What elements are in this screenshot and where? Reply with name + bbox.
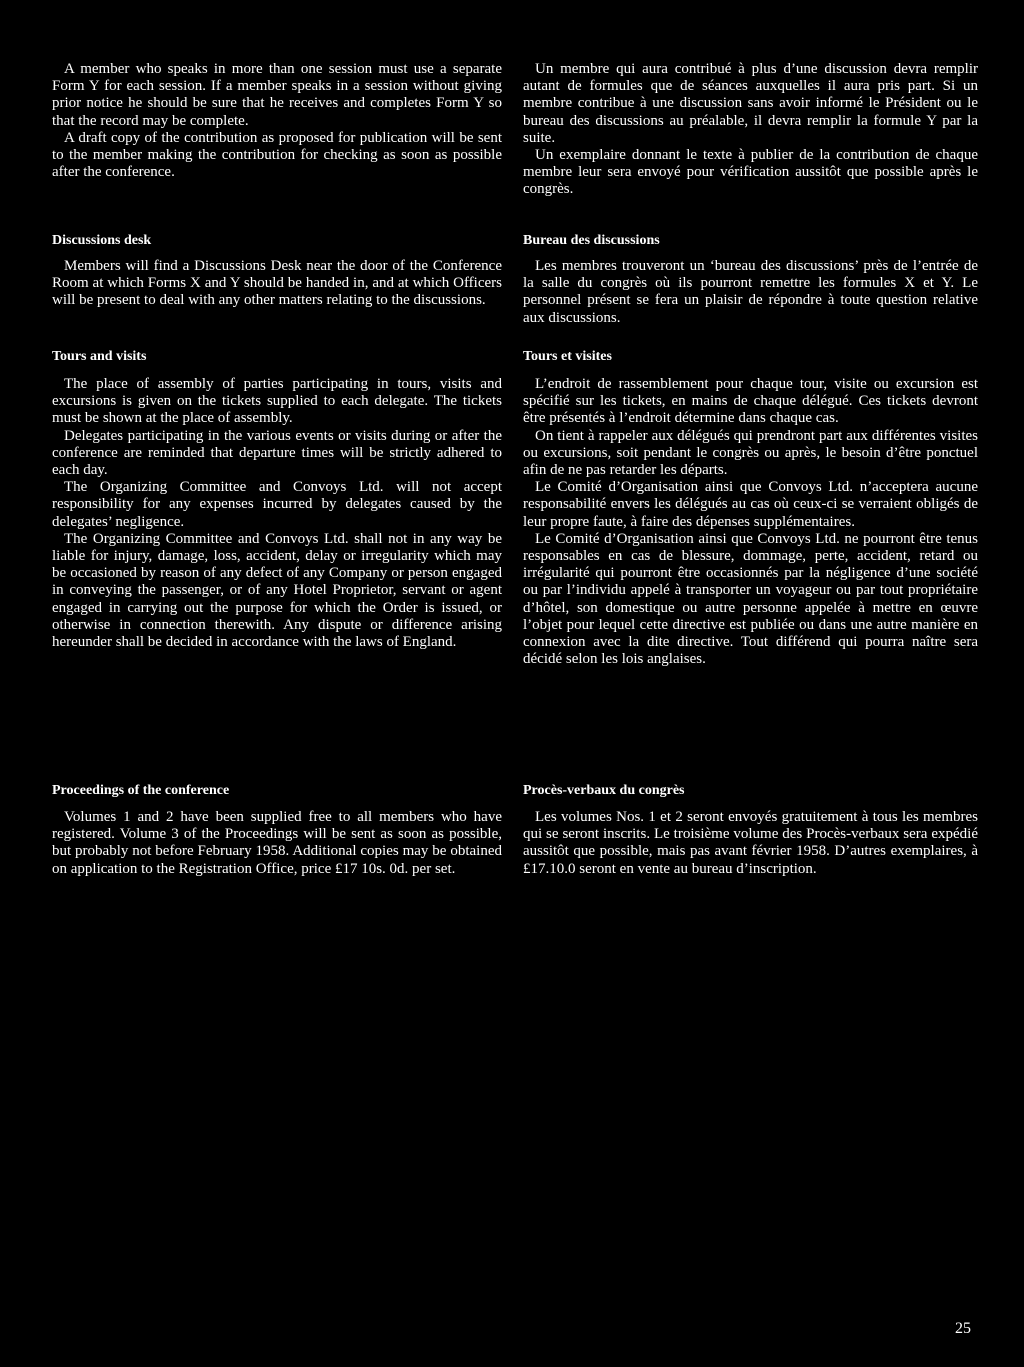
french-discussions-desk-body [523,258,978,327]
english-tours-paragraph: The Organizing Committee and Convoys Ltd. will not accept responsibility for any expenses incurred by delegates caused by the delegates’ negligence. [52,479,502,530]
french-intro [523,61,978,199]
french-discussions-desk-section [523,232,978,249]
english-tours-paragraph: The Organizing Committee and Convoys Ltd. shall not in any way be liable for injury, damage, loss, accident, delay or irregularity which may be occasioned by reason of any defect of any Company or person engaged in conveying the passenger, or of any Hotel Proprietor, servant or agent engaged in carrying out the purpose for which the Order is issued, or otherwise in connection therewith. Any dispute or difference arising hereunder shall be decided in accordance with the laws of England. [52,530,502,651]
french-tours-section [523,348,978,365]
english-tours-body [52,376,502,651]
english-tours-paragraph: The place of assembly of parties participating in tours, visits and excursions is given on the tickets supplied to each delegate. The tickets must be shown at the place of assembly. [52,376,502,427]
french-proceedings-paragraph: Les volumes Nos. 1 et 2 seront envoyés gratuitement à tous les membres qui se seront inscrits. Le troisième volume des Procès-verbaux sera expédié aussitôt que possible, mais pas avant février 1958. D’autres exemplaires, à £17.10.0 seront en vente au bureau d’inscription. [523,809,978,877]
french-intro-paragraph: Un membre qui aura contribué à plus d’une discussion devra remplir autant de formules que de séances auxquelles il aura pris part. Si un membre contribue à une discussion sans avoir informé le Président ou le bureau des discussions au préalable, il devra remplir la formule Y par la suite. [523,61,978,146]
english-intro [52,61,502,181]
english-discussions-desk-body [52,258,502,310]
french-discussions-desk-heading: Bureau des discussions [523,233,660,248]
french-tours-paragraph: On tient à rappeler aux délégués qui prendront part aux différentes visites ou excursions, soit pendant le congrès ou après, le besoin d’être ponctuel afin de ne pas retarder les départs. [523,427,978,479]
french-tours-heading: Tours et visites [523,349,612,364]
page-number: 25 [955,1320,971,1337]
french-discussions-desk-paragraph: Les membres trouveront un ‘bureau des discussions’ près de l’entrée de la salle du congrès où ils pourront remettre les formules X et Y. Le personnel présent se fera un plaisir de répondre à toute question relative aux discussions. [523,258,978,326]
french-intro-paragraph: Un exemplaire donnant le texte à publier de la contribution de chaque membre leur sera envoyé pour vérification aussitôt que possible après le congrès. [523,147,978,198]
french-proceedings-section [523,782,978,799]
english-tours-paragraph: Delegates participating in the various events or visits during or after the conference are reminded that departure times will be strictly adhered to each day. [52,427,502,479]
french-tours-paragraph: Le Comité d’Organisation ainsi que Convoys Ltd. n’acceptera aucune responsabilité envers les délégués au cas où ceux-ci se verraient obligés de leur propre faute, à faire des dépenses supplémentaires. [523,479,978,530]
english-tours-heading: Tours and visits [52,349,147,364]
french-proceedings-heading: Procès-verbaux du congrès [523,783,685,798]
english-tours-section [52,348,502,365]
english-discussions-desk-section [52,232,502,249]
english-intro-paragraph: A draft copy of the contribution as proposed for publication will be sent to the member making the contribution for checking as soon as possible after the conference. [52,129,502,181]
french-tours-paragraph: L’endroit de rassemblement pour chaque tour, visite ou excursion est spécifié sur les tickets, en mains de chaque délégué. Ces tickets devront être présentés à l’endroit détermine dans chaque cas. [523,376,978,427]
english-discussions-desk-paragraph: Members will find a Discussions Desk near the door of the Conference Room at which Forms X and Y should be handed in, and at which Officers will be present to deal with any other matters relating to the discussions. [52,258,502,309]
english-proceedings-section [52,782,502,799]
english-proceedings-paragraph: Volumes 1 and 2 have been supplied free to all members who have registered. Volume 3 of the Proceedings will be sent as soon as possible, but probably not before February 1958. Additional copies may be obtained on application to the Registration Office, price £17 10s. 0d. per set. [52,809,502,877]
french-proceedings-body [523,809,978,878]
english-discussions-desk-heading: Discussions desk [52,233,152,248]
english-intro-paragraph: A member who speaks in more than one session must use a separate Form Y for each session. If a member speaks in a session without giving prior notice he should be sure that he receives and completes Form Y so that the record may be complete. [52,61,502,129]
french-tours-body [523,376,978,668]
english-proceedings-body [52,809,502,878]
french-tours-paragraph: Le Comité d’Organisation ainsi que Convoys Ltd. ne pourront être tenus responsables en cas de blessure, dommage, perte, accident, retard ou irrégularité qui pourront être occasionnés par la négligence d’une société ou par l’individu appelé à transporter un voyageur ou par tout propriétaire d’hôtel, son domestique ou autre personne appelée à mettre en œuvre l’objet pour lequel cette directive est publiée ou dans une autre manière en connexion avec la dite directive. Tout différend qui pourra naître sera décidé selon les lois anglaises. [523,530,978,668]
english-proceedings-heading: Proceedings of the conference [52,783,230,798]
